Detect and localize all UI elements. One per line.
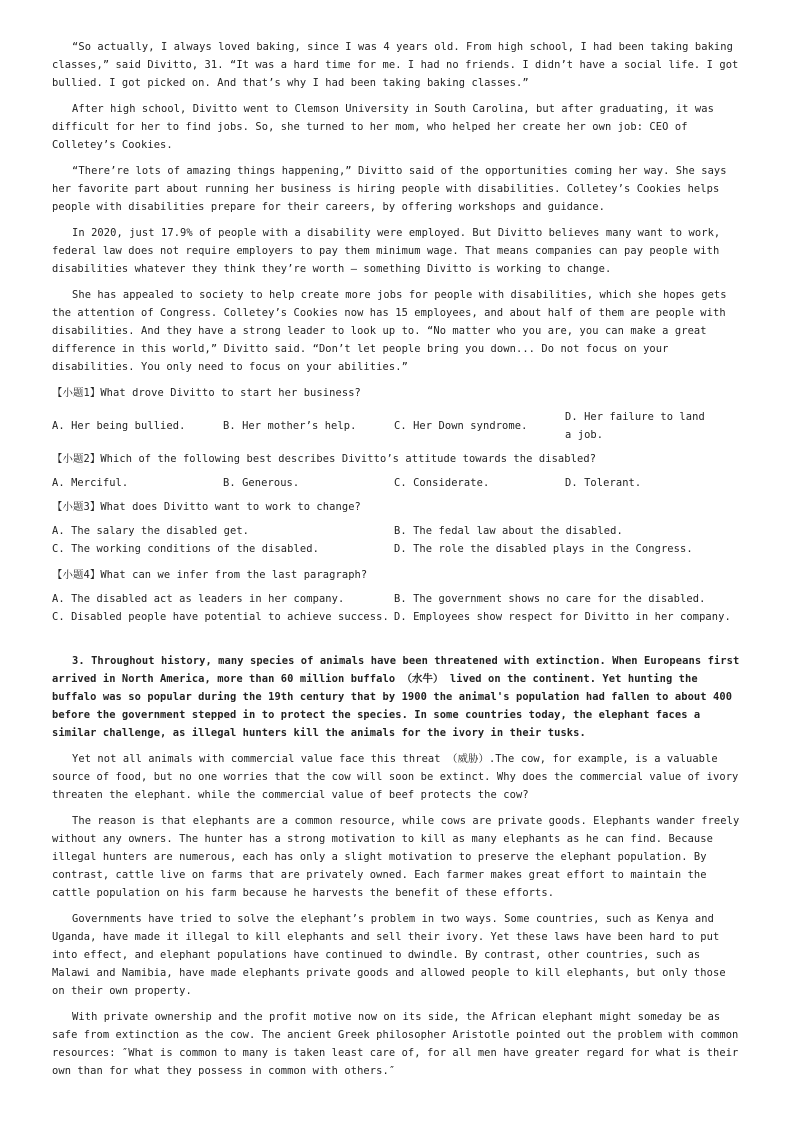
option: B. The government shows no care for the disabled. xyxy=(394,593,706,605)
option: C. Her Down syndrome. xyxy=(394,420,528,432)
option: A. Merciful. xyxy=(52,477,129,489)
option: D. Her failure to land a job. xyxy=(565,411,705,441)
paragraph: After high school, Divitto went to Clemson University in South Carolina, but after graduating, it was difficult for her to find jobs. So, she turned to her mom, who helped her create her own job: CEO of Colletey’s Cookies. xyxy=(52,103,714,151)
question-options xyxy=(52,408,742,444)
option: D. Employees show respect for Divitto in her company. xyxy=(394,611,731,623)
passage-intro: 3. Throughout history, many species of animals have been threatened with extinction. When Europeans first arrived in North America, more than 60 million buffalo （水牛） lived on the continent. Yet hunting the buffalo was so popular during the 19th century that by 1900 the animal's population had fallen to about 400 before the government stepped in to protect the species. In some countries today, the elephant faces a similar challenge, as illegal hunters kill the animals for the ivory in their tusks. xyxy=(52,655,740,739)
question-options xyxy=(52,474,742,492)
option: C. Disabled people have potential to achieve success. xyxy=(52,611,389,623)
option: D. Tolerant. xyxy=(565,477,642,489)
question-options xyxy=(52,522,742,558)
section-spacer xyxy=(52,634,742,652)
paragraph: The reason is that elephants are a common resource, while cows are private goods. Elephants wander freely without any owners. The hunter has a strong motivation to kill as many elephants as he can find. Because illegal hunters are numerous, each has only a slight motivation to preserve the elephant population. By contrast, cattle live on farms that are privately owned. Each farmer makes great effort to maintain the cattle population on his farm because he harvests the benefit of these efforts. xyxy=(52,815,740,899)
document-page xyxy=(52,38,742,1088)
paragraph: In 2020, just 17.9% of people with a disability were employed. But Divitto believes many want to work, federal law does not require employers to pay them minimum wage. That means companies can pay people with disabilities whatever they think they’re worth — something Divitto is working to change. xyxy=(52,227,721,275)
option: A. The disabled act as leaders in her company. xyxy=(52,593,345,605)
paragraph: She has appealed to society to help create more jobs for people with disabilities, which she hopes gets the attention of Congress. Colletey’s Cookies now has 15 employees, and about half of them are people with disabilities. And they have a strong leader to look up to. “No matter who you are, you can make a great difference in this world,” Divitto said. “Don’t let people bring you down... Do not focus on your disabilities. You only need to focus on your abilities.” xyxy=(52,289,727,373)
option: B. Her mother’s help. xyxy=(223,420,357,432)
question-stem: 【小题3】What does Divitto want to work to change? xyxy=(52,501,361,513)
question-stem: 【小题1】What drove Divitto to start her business? xyxy=(52,387,361,399)
paragraph: With private ownership and the profit motive now on its side, the African elephant might someday be as safe from extinction as the cow. The ancient Greek philosopher Aristotle pointed out the problem with common resources: ″What is common to many is taken least care of, for all men have greater regard for what is their own than for what they possess in common with others.″ xyxy=(52,1011,739,1077)
paragraph: “So actually, I always loved baking, since I was 4 years old. From high school, I had been taking baking classes,” said Divitto, 31. “It was a hard time for me. I had no friends. I didn’t have a social life. I got bullied. I got picked on. And that’s why I had been taking baking classes.” xyxy=(52,41,739,89)
question-stem: 【小题2】Which of the following best describes Divitto’s attitude towards the disabled? xyxy=(52,453,597,465)
paragraph: Yet not all animals with commercial value face this threat （威胁）.The cow, for example, is a valuable source of food, but no one worries that the cow will soon be extinct. Why does the commercial value of ivory threaten the elephant. while the commercial value of beef protects the cow? xyxy=(52,753,739,801)
paragraph: “There’re lots of amazing things happening,” Divitto said of the opportunities coming her way. She says her favorite part about running her business is hiring people with disabilities. Colletey’s Cookies helps people with disabilities prepare for their careers, by offering workshops and guidance. xyxy=(52,165,727,213)
option: B. The fedal law about the disabled. xyxy=(394,525,623,537)
option: D. The role the disabled plays in the Congress. xyxy=(394,543,693,555)
option: B. Generous. xyxy=(223,477,300,489)
option: A. The salary the disabled get. xyxy=(52,525,250,537)
option: C. Considerate. xyxy=(394,477,490,489)
question-stem: 【小题4】What can we infer from the last paragraph? xyxy=(52,569,368,581)
option: C. The working conditions of the disabled. xyxy=(52,543,319,555)
question-options xyxy=(52,590,742,626)
paragraph: Governments have tried to solve the elephant’s problem in two ways. Some countries, such as Kenya and Uganda, have made it illegal to kill elephants and sell their ivory. Yet these laws have been hard to put into effect, and elephant populations have continued to dwindle. By contrast, other countries, such as Malawi and Namibia, have made elephants private goods and allowed people to kill elephants, but only those on their own property. xyxy=(52,913,726,997)
option: A. Her being bullied. xyxy=(52,420,186,432)
